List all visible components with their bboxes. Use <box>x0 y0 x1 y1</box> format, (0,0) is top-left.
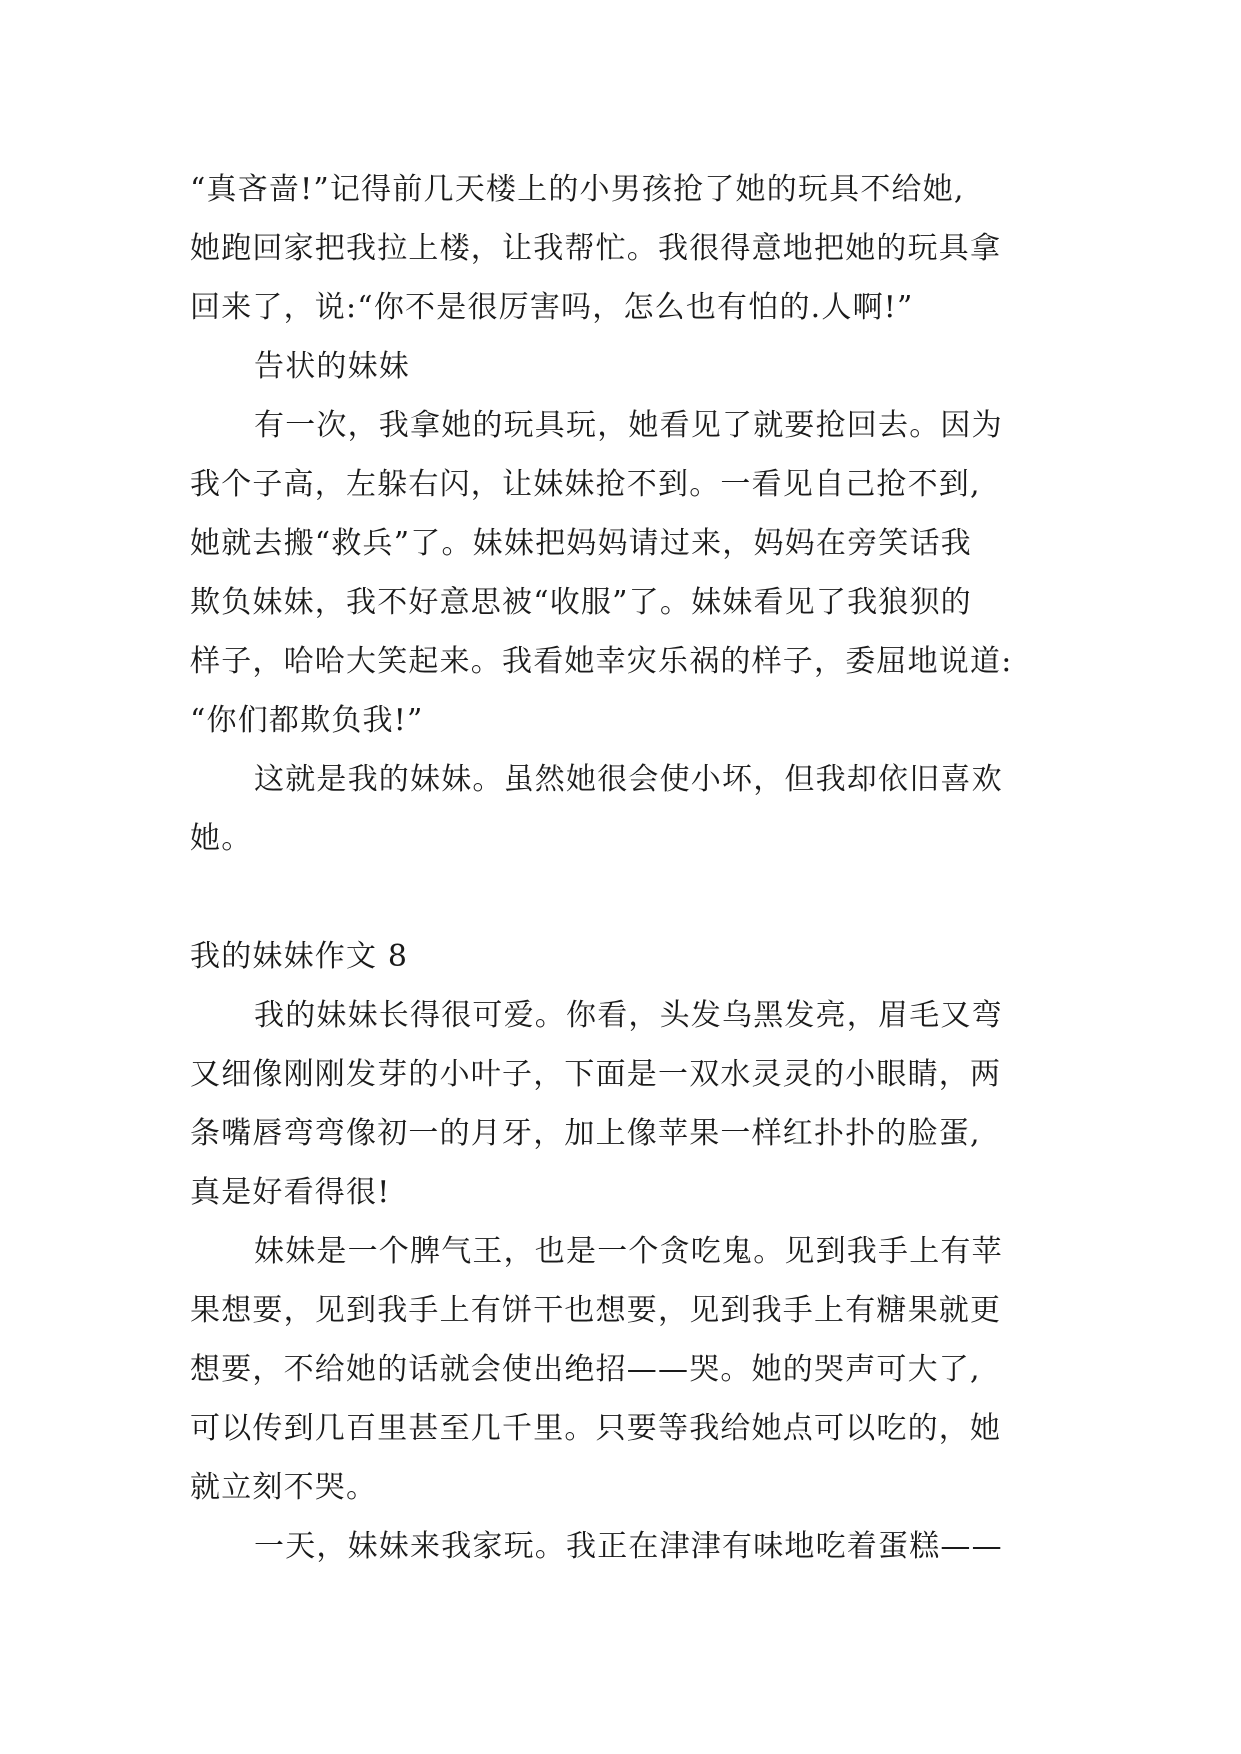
text-line: 条嘴唇弯弯像初一的月牙，加上像苹果一样红扑扑的脸蛋, <box>190 1116 981 1151</box>
text-line: 真是好看得很! <box>190 1175 391 1210</box>
text-line: 她就去搬“救兵”了。妹妹把妈妈请过来，妈妈在旁笑话我 <box>190 526 972 561</box>
text-line: 欺负妹妹，我不好意思被“收服”了。妹妹看见了我狼狈的 <box>190 585 972 620</box>
text-line: 想要，不给她的话就会使出绝招——哭。她的哭声可大了, <box>190 1352 981 1387</box>
text-line: 有一次，我拿她的玩具玩，她看见了就要抢回去。因为 <box>254 408 1003 443</box>
text-line: 我的妹妹长得很可爱。你看，头发乌黑发亮，眉毛又弯 <box>254 998 1003 1033</box>
section-heading: 告状的妹妹 <box>254 349 410 384</box>
text-line: “真吝啬!”记得前几天楼上的小男孩抢了她的玩具不给她, <box>190 172 965 207</box>
text-line: 又细像刚刚发芽的小叶子，下面是一双水灵灵的小眼睛，两 <box>190 1057 1002 1092</box>
text-line: 她跑回家把我拉上楼，让我帮忙。我很得意地把她的玩具拿 <box>190 231 1002 266</box>
document-page <box>190 160 1050 1576</box>
text-line: 这就是我的妹妹。虽然她很会使小坏，但我却依旧喜欢 <box>254 762 1003 797</box>
text-line: 妹妹是一个脾气王，也是一个贪吃鬼。见到我手上有苹 <box>254 1234 1003 1269</box>
text-line: 样子，哈哈大笑起来。我看她幸灾乐祸的样子，委屈地说道: <box>190 644 1013 679</box>
paragraph-gap <box>190 868 1050 927</box>
text-line: “你们都欺负我!” <box>190 703 424 738</box>
text-line: 我个子高，左躲右闪，让妹妹抢不到。一看见自己抢不到, <box>190 467 981 502</box>
text-line: 回来了，说:“你不是很厉害吗，怎么也有怕的.人啊!” <box>190 290 914 325</box>
text-line: 一天，妹妹来我家玩。我正在津津有味地吃着蛋糕—— <box>254 1529 1003 1564</box>
article-title: 我的妹妹作文 8 <box>190 939 409 974</box>
text-line: 果想要，见到我手上有饼干也想要，见到我手上有糖果就更 <box>190 1293 1002 1328</box>
text-line: 就立刻不哭。 <box>190 1470 378 1505</box>
text-line: 她。 <box>190 821 253 856</box>
text-line: 可以传到几百里甚至几千里。只要等我给她点可以吃的，她 <box>190 1411 1002 1446</box>
